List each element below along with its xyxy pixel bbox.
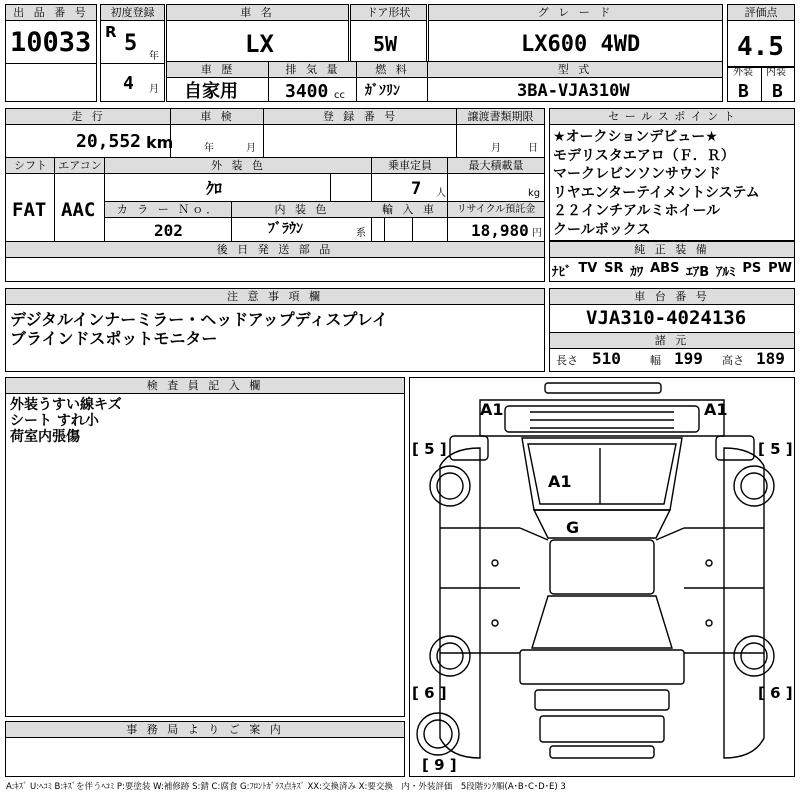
sales-points: ★オークションデビュー★ モデリスタエアロ（Ｆ．Ｒ） マークレビンソンサウンド リヤエンターテイメントシステム ２２インチアルミホイール クールボックス <box>553 129 760 238</box>
mileage: 20,552 <box>76 131 142 152</box>
history-row <box>166 61 723 102</box>
inspector-box <box>5 377 405 717</box>
office-box <box>5 721 405 777</box>
notes-box <box>5 288 545 372</box>
door-box <box>350 4 427 62</box>
month-unit: 月 <box>149 84 159 95</box>
displacement-label: 排 気 量 <box>268 62 357 78</box>
mark-front-left: A1 <box>480 400 504 419</box>
length-label: 長さ <box>556 354 578 367</box>
office-label: 事 務 局 よ り ご 案 内 <box>6 722 404 738</box>
max-load-unit: kg <box>528 188 541 199</box>
inspector-label: 検 査 員 記 入 欄 <box>6 378 404 394</box>
ext-label: 外装 <box>733 67 753 78</box>
reg-month: 4 <box>123 73 134 94</box>
inspection-year-unit: 年 <box>204 143 214 154</box>
tire-rear-right: [ 6 ] <box>758 684 793 702</box>
mark-roof: A1 <box>548 472 572 491</box>
equipment-item: PW <box>768 261 792 276</box>
transfer-month-unit: 月 <box>491 143 501 154</box>
door-label: ドア形状 <box>351 5 426 21</box>
width-label: 幅 <box>650 354 661 367</box>
height-label: 高さ <box>722 354 744 367</box>
grade-box <box>428 4 723 62</box>
displacement-unit: cc <box>334 90 345 101</box>
color-no: 202 <box>154 221 183 240</box>
inspection-month-unit: 月 <box>246 143 256 154</box>
ext-color-label: 外 装 色 <box>104 158 372 174</box>
lot-number: 10033 <box>10 27 92 58</box>
int-label: 内装 <box>766 67 786 78</box>
sales-points-label: セ ー ル ス ポ イ ン ト <box>550 109 794 125</box>
ac: AAC <box>61 199 96 221</box>
int-color: ﾌﾞﾗｳﾝ <box>268 221 303 237</box>
score-label: 評価点 <box>728 5 794 21</box>
car-diagram <box>410 378 794 776</box>
recycle-unit: 円 <box>532 228 542 239</box>
model-label: 型 式 <box>427 62 722 78</box>
int-color-unit: 系 <box>356 228 366 239</box>
int-grade: B <box>772 81 783 102</box>
notes-label: 注 意 事 項 欄 <box>6 289 544 305</box>
sales-points-box <box>549 108 795 241</box>
notes-text: デジタルインナーミラー・ヘッドアップディスプレイ ブラインドスポットモニター <box>10 310 388 348</box>
ext-grade: B <box>738 81 749 102</box>
length: 510 <box>592 349 621 368</box>
car-diagram-box <box>409 377 795 777</box>
shift: FAT <box>12 199 47 221</box>
equipment-item: PS <box>742 261 762 276</box>
mark-windshield: G <box>566 518 580 537</box>
equipment-item: ﾅﾋﾞ <box>552 265 572 280</box>
equipment-item: SR <box>604 261 624 276</box>
era: R <box>105 23 117 41</box>
tire-front-right: [ 5 ] <box>758 440 793 458</box>
score-box <box>727 4 795 102</box>
model: 3BA-VJA310W <box>517 81 630 101</box>
lot-label: 出 品 番 号 <box>6 5 96 21</box>
equipment-item: ｴｱB <box>686 265 710 280</box>
legend: A:ｷｽﾞ U:ﾍｺﾐ B:ｷｽﾞを伴うﾍｺﾐ P:要塗装 W:補修跡 S:錆 C:腐食 G:ﾌﾛﾝﾄｶﾞﾗｽ点ｷｽﾞ XX:交換済み X:要交換 内・外装評価 5段階ﾗﾝｸ順(A･B･C･D･E) 3 <box>6 782 566 792</box>
color-no-label: カ ラ ー Ｎｏ． <box>105 202 232 218</box>
car-name-label: 車 名 <box>167 5 348 21</box>
capacity: 7 <box>411 179 422 199</box>
fuel: ｶﾞｿﾘﾝ <box>365 83 400 99</box>
chassis-box <box>549 288 795 372</box>
first-registration-box <box>100 4 165 102</box>
transfer-day-unit: 日 <box>528 143 538 154</box>
year-unit: 年 <box>149 51 159 62</box>
equipment-item: ｱﾙﾐ <box>716 265 736 280</box>
height: 189 <box>756 349 785 368</box>
recycle-label: リサイクル預託金 <box>447 202 544 218</box>
spec-box <box>5 108 545 282</box>
transfer-label: 譲渡書類期限 <box>456 109 544 125</box>
chassis-number: VJA310-4024136 <box>586 307 747 329</box>
tire-rear-left: [ 6 ] <box>412 684 447 702</box>
reg-no-label: 登 録 番 号 <box>263 109 457 125</box>
tire-front-left: [ 5 ] <box>412 440 447 458</box>
fuel-label: 燃 料 <box>356 62 428 78</box>
score: 4.5 <box>737 32 784 62</box>
equipment-item: TV <box>578 261 598 276</box>
displacement: 3400 <box>285 81 329 102</box>
car-name-box <box>166 4 349 62</box>
equipment-item: ｶﾜ <box>630 265 644 280</box>
inspection-label: 車 検 <box>170 109 264 125</box>
mileage-unit: km <box>146 133 174 152</box>
equipment-list <box>552 261 792 280</box>
max-load-label: 最大積載量 <box>447 158 544 174</box>
history-label: 車 歴 <box>167 62 269 78</box>
chassis-label: 車 台 番 号 <box>550 289 794 305</box>
capacity-label: 乗車定員 <box>371 158 448 174</box>
ext-color: ｸﾛ <box>206 179 223 198</box>
tire-spare: [ 9 ] <box>422 756 457 774</box>
ac-label: エアコン <box>54 158 105 174</box>
int-color-label: 内 装 色 <box>231 202 372 218</box>
recycle-fee: 18,980 <box>471 221 529 240</box>
lot-box <box>5 4 97 102</box>
grade-label: グ レ ー ド <box>429 5 722 21</box>
equipment-label: 純 正 装 備 <box>550 242 794 258</box>
later-parts-label: 後 日 発 送 部 品 <box>6 242 544 258</box>
width: 199 <box>674 349 703 368</box>
inspector-text: 外装うすい線キズ シート すれ小 荷室内張傷 <box>10 397 122 445</box>
dims-label: 諸 元 <box>550 332 794 349</box>
mark-front-right: A1 <box>704 400 728 419</box>
import-label: 輸 入 車 <box>372 202 447 218</box>
shift-label: シフト <box>6 158 55 174</box>
equipment-item: ABS <box>650 261 680 276</box>
reg-year: 5 <box>124 31 138 56</box>
grade: LX600 4WD <box>521 32 641 57</box>
capacity-unit: 人 <box>436 188 446 199</box>
first-reg-label: 初度登録 <box>101 5 164 21</box>
mileage-label: 走 行 <box>6 109 171 125</box>
car-name: LX <box>245 30 274 58</box>
history: 自家用 <box>184 81 238 102</box>
door-type: 5W <box>373 32 398 56</box>
equipment-box <box>549 241 795 282</box>
